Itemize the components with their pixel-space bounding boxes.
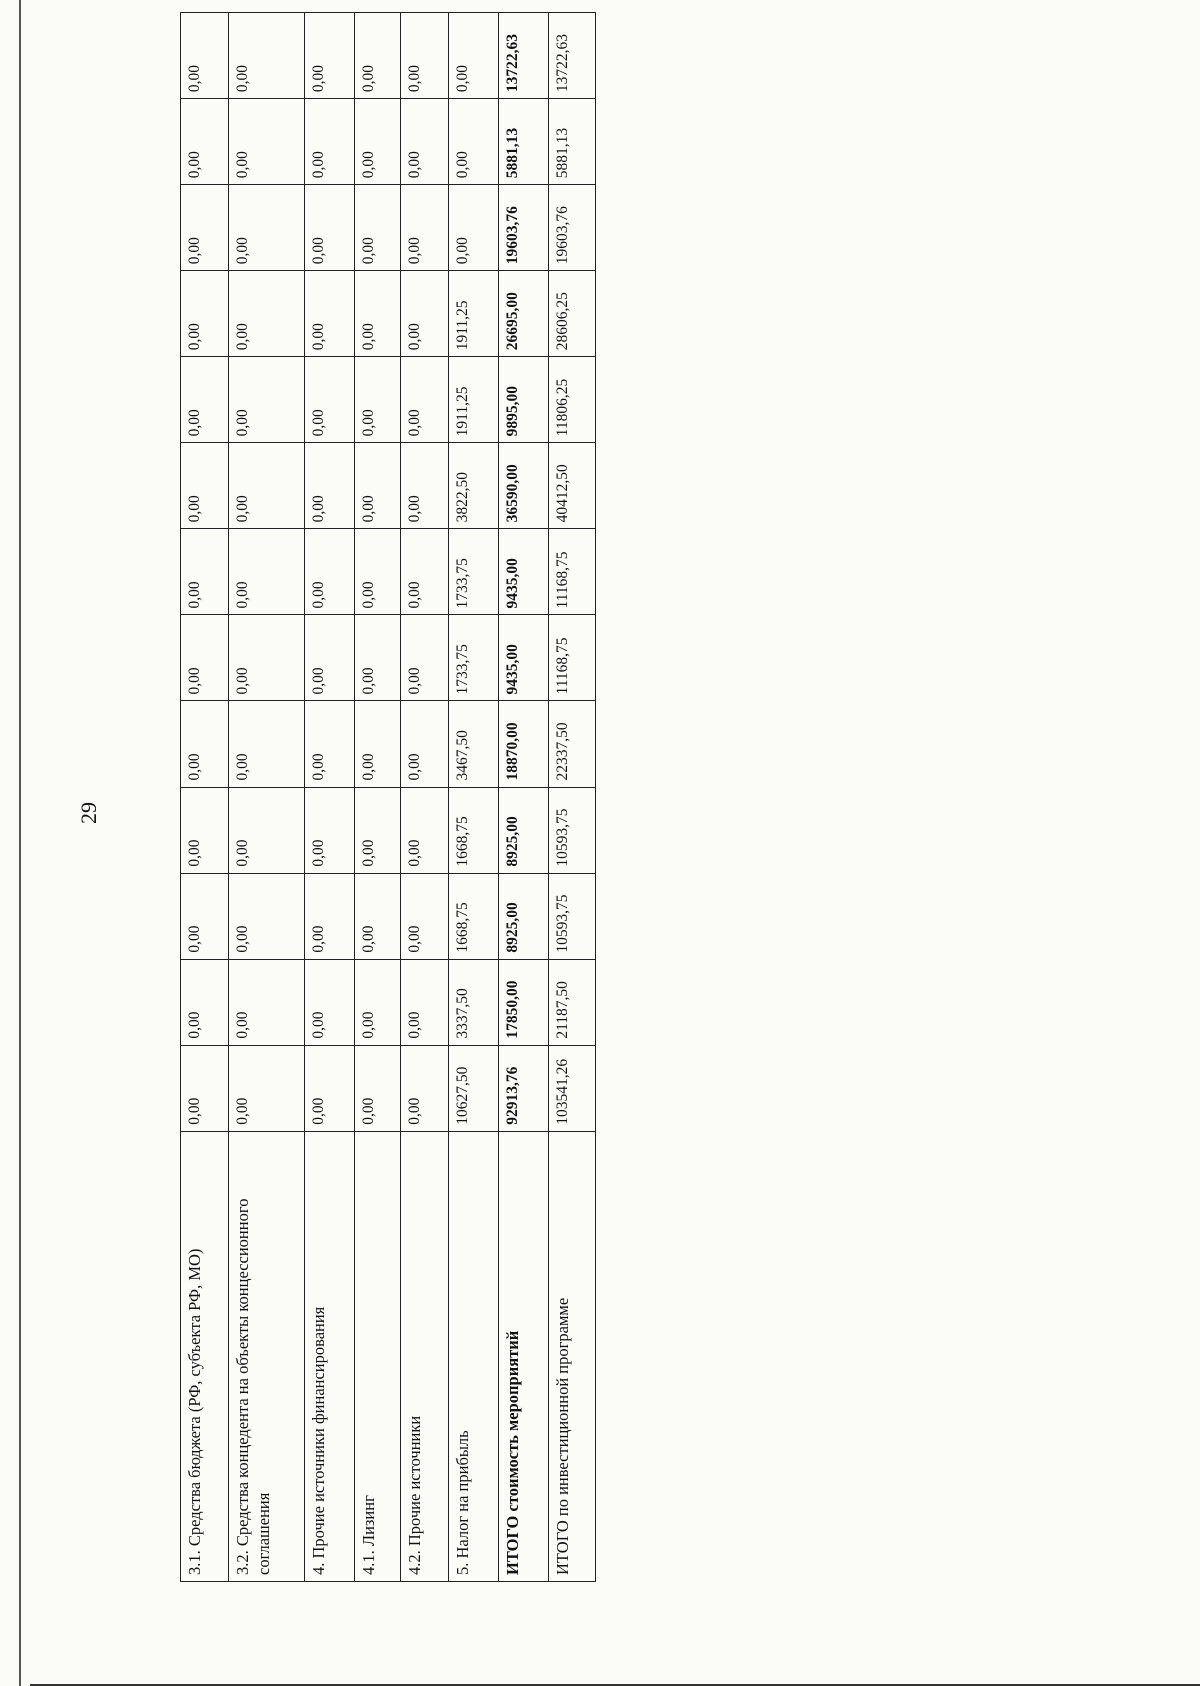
table-cell: 1911,25: [449, 357, 499, 443]
table-cell: 1668,75: [449, 787, 499, 873]
row-label: ИТОГО по инвестиционной программе: [549, 1131, 596, 1581]
table-cell: 0,00: [181, 185, 229, 271]
table-cell: 5881,13: [499, 99, 549, 185]
table-cell: 11168,75: [549, 615, 596, 701]
table-row: [549, 13, 596, 1582]
table-cell: 0,00: [449, 13, 499, 99]
table-cell: 0,00: [401, 13, 449, 99]
table-cell: 9435,00: [499, 529, 549, 615]
table-cell: 1733,75: [449, 529, 499, 615]
table-cell: 0,00: [401, 529, 449, 615]
table-cell: 0,00: [305, 701, 355, 787]
table-cell: 1668,75: [449, 873, 499, 959]
table-cell: 0,00: [355, 357, 401, 443]
row-label: ИТОГО стоимость мероприятий: [499, 1131, 549, 1581]
table-row: [305, 13, 355, 1582]
table-cell: 22337,50: [549, 701, 596, 787]
table-cell: 0,00: [401, 99, 449, 185]
table-cell: 0,00: [229, 357, 305, 443]
table-cell: 0,00: [229, 787, 305, 873]
table-cell: 10593,75: [549, 787, 596, 873]
table-cell: 0,00: [181, 615, 229, 701]
table-cell: 0,00: [355, 529, 401, 615]
table-cell: 21187,50: [549, 959, 596, 1045]
table-row: [401, 13, 449, 1582]
row-label: 3.1. Средства бюджета (РФ, субъекта РФ, МО): [181, 1131, 229, 1581]
table-row: [355, 13, 401, 1582]
table-cell: 0,00: [229, 959, 305, 1045]
table-cell: 0,00: [401, 959, 449, 1045]
table-cell: 0,00: [181, 443, 229, 529]
table-cell: 0,00: [449, 185, 499, 271]
table-cell: 0,00: [305, 787, 355, 873]
table-cell: 0,00: [181, 1045, 229, 1131]
table-cell: 0,00: [305, 529, 355, 615]
table-row: [499, 13, 549, 1582]
table-cell: 0,00: [401, 271, 449, 357]
table-cell: 0,00: [355, 873, 401, 959]
table-cell: 0,00: [355, 185, 401, 271]
row-label: 4.1. Лизинг: [355, 1131, 401, 1581]
table-cell: 0,00: [181, 701, 229, 787]
table-cell: 0,00: [305, 99, 355, 185]
page-number: 29: [76, 802, 101, 824]
table-cell: 11168,75: [549, 529, 596, 615]
row-label: 3.2. Средства концедента на объекты концессионного соглашения: [229, 1131, 305, 1581]
table-cell: 0,00: [401, 1045, 449, 1131]
table-cell: 19603,76: [549, 185, 596, 271]
table-cell: 103541,26: [549, 1045, 596, 1131]
table-cell: 1911,25: [449, 271, 499, 357]
table-cell: 0,00: [401, 185, 449, 271]
table-row: [229, 13, 305, 1582]
table-cell: 0,00: [305, 271, 355, 357]
table-cell: 40412,50: [549, 443, 596, 529]
table-row: [449, 13, 499, 1582]
table-cell: 0,00: [355, 99, 401, 185]
table-cell: 0,00: [401, 357, 449, 443]
table-cell: 0,00: [181, 529, 229, 615]
table-cell: 0,00: [355, 787, 401, 873]
table-cell: 0,00: [181, 787, 229, 873]
table-cell: 0,00: [401, 787, 449, 873]
table-cell: 11806,25: [549, 357, 596, 443]
table-cell: 0,00: [181, 13, 229, 99]
table-body: [181, 13, 596, 1582]
table-cell: 18870,00: [499, 701, 549, 787]
table-cell: 0,00: [401, 701, 449, 787]
table-cell: 0,00: [229, 99, 305, 185]
table-cell: 0,00: [229, 701, 305, 787]
table-cell: 0,00: [229, 13, 305, 99]
table-cell: 8925,00: [499, 873, 549, 959]
table-cell: 10627,50: [449, 1045, 499, 1131]
table-cell: 13722,63: [499, 13, 549, 99]
table-cell: 26695,00: [499, 271, 549, 357]
table-cell: 3467,50: [449, 701, 499, 787]
table-cell: 0,00: [355, 271, 401, 357]
table-cell: 0,00: [181, 99, 229, 185]
table-cell: 9435,00: [499, 615, 549, 701]
row-label: 5. Налог на прибыль: [449, 1131, 499, 1581]
table-cell: 17850,00: [499, 959, 549, 1045]
table-cell: 0,00: [355, 701, 401, 787]
financing-table: [180, 12, 596, 1582]
table-cell: 0,00: [355, 443, 401, 529]
table-cell: 0,00: [305, 443, 355, 529]
table-cell: 5881,13: [549, 99, 596, 185]
table-cell: 0,00: [305, 357, 355, 443]
table-cell: 0,00: [229, 443, 305, 529]
table-cell: 0,00: [355, 959, 401, 1045]
page-edge-left: [19, 0, 21, 1686]
table-cell: 0,00: [401, 443, 449, 529]
table-cell: 3822,50: [449, 443, 499, 529]
table-cell: 0,00: [305, 185, 355, 271]
table-cell: 0,00: [229, 185, 305, 271]
table-cell: 0,00: [181, 357, 229, 443]
table-cell: 0,00: [229, 529, 305, 615]
row-label: 4. Прочие источники финансирования: [305, 1131, 355, 1581]
table-cell: 0,00: [229, 615, 305, 701]
table-cell: 8925,00: [499, 787, 549, 873]
table-cell: 0,00: [305, 615, 355, 701]
table-cell: 0,00: [355, 615, 401, 701]
table-cell: 0,00: [181, 873, 229, 959]
row-label: 4.2. Прочие источники: [401, 1131, 449, 1581]
table-cell: 13722,63: [549, 13, 596, 99]
table-cell: 0,00: [305, 13, 355, 99]
financing-table-rotated: [180, 12, 595, 1582]
table-cell: 0,00: [401, 615, 449, 701]
table-cell: 0,00: [449, 99, 499, 185]
table-cell: 0,00: [401, 873, 449, 959]
table-cell: 92913,76: [499, 1045, 549, 1131]
table-cell: 0,00: [229, 873, 305, 959]
table-cell: 10593,75: [549, 873, 596, 959]
table-row: [181, 13, 229, 1582]
table-cell: 0,00: [229, 271, 305, 357]
table-cell: 28606,25: [549, 271, 596, 357]
table-cell: 3337,50: [449, 959, 499, 1045]
table-cell: 0,00: [305, 873, 355, 959]
table-cell: 1733,75: [449, 615, 499, 701]
table-cell: 0,00: [181, 959, 229, 1045]
table-cell: 0,00: [355, 13, 401, 99]
table-cell: 0,00: [305, 1045, 355, 1131]
table-cell: 0,00: [355, 1045, 401, 1131]
table-cell: 0,00: [229, 1045, 305, 1131]
table-cell: 19603,76: [499, 185, 549, 271]
table-cell: 0,00: [305, 959, 355, 1045]
table-cell: 9895,00: [499, 357, 549, 443]
table-cell: 0,00: [181, 271, 229, 357]
table-cell: 36590,00: [499, 443, 549, 529]
